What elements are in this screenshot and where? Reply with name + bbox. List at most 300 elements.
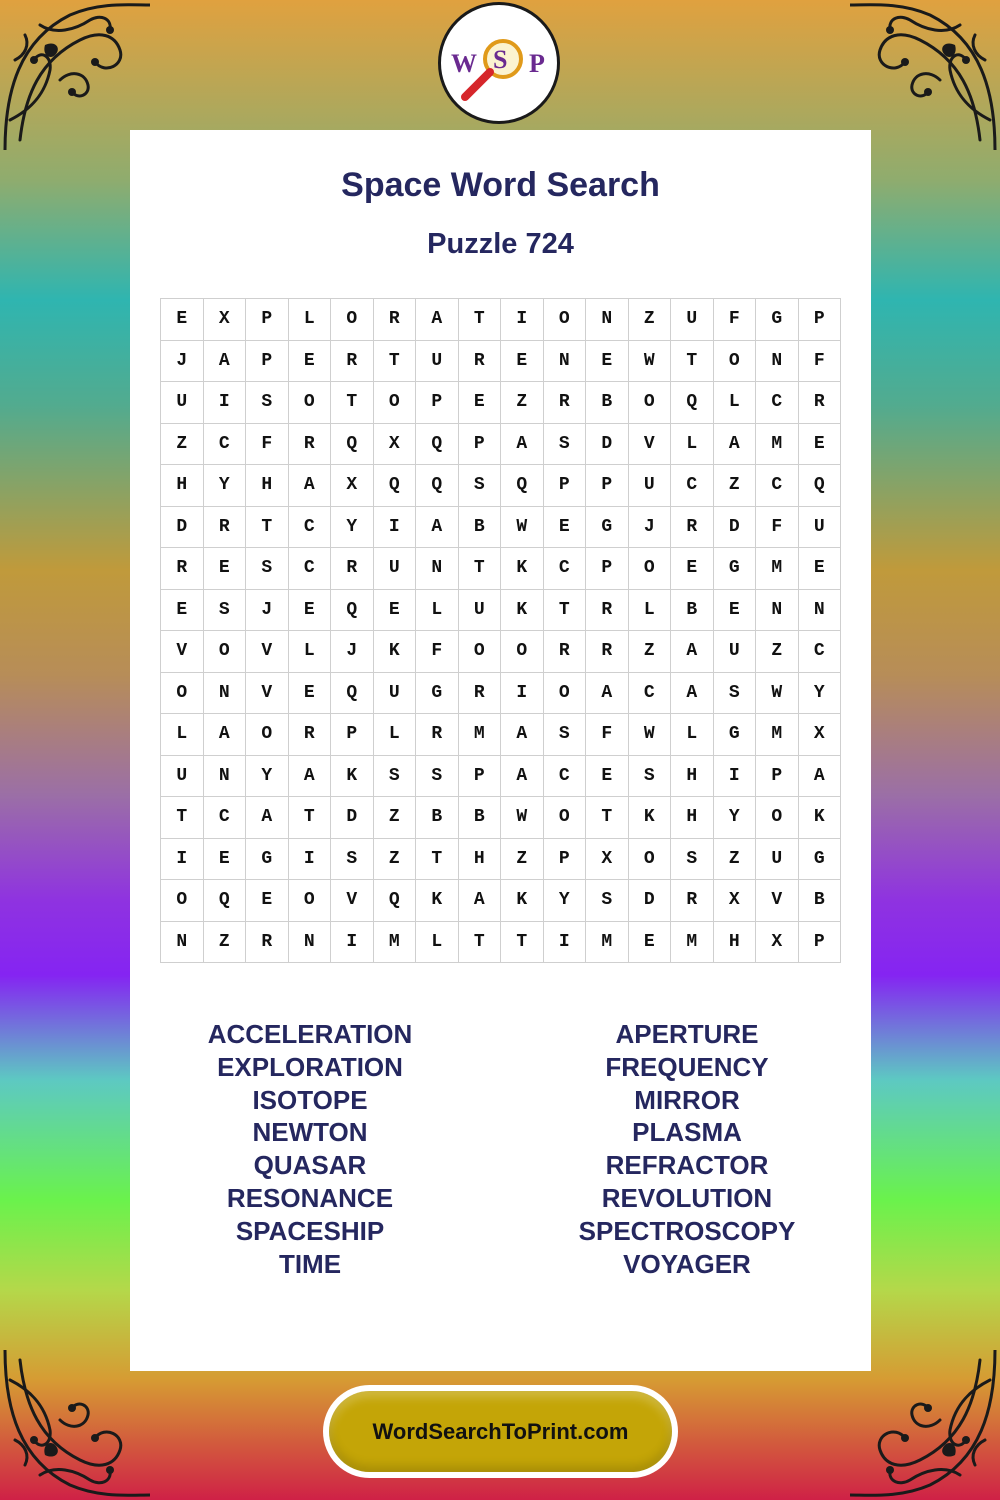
grid-cell[interactable]: G	[586, 506, 629, 548]
word-list-item: RESONANCE	[226, 1182, 394, 1213]
word-list-left	[130, 1018, 490, 1280]
grid-cell[interactable]: P	[246, 340, 289, 382]
grid-cell[interactable]: L	[288, 299, 331, 341]
word-list-right	[507, 1018, 867, 1280]
grid-row	[161, 672, 841, 714]
grid-cell[interactable]: Y	[713, 797, 756, 839]
grid-cell[interactable]: J	[331, 631, 374, 673]
grid-cell[interactable]: R	[671, 880, 714, 922]
grid-cell[interactable]: N	[288, 921, 331, 963]
grid-cell[interactable]: A	[671, 631, 714, 673]
grid-cell[interactable]: I	[203, 382, 246, 424]
grid-cell[interactable]: Z	[713, 465, 756, 507]
grid-cell[interactable]: S	[628, 755, 671, 797]
grid-cell[interactable]: J	[161, 340, 204, 382]
corner-ornament-top-right	[850, 0, 1000, 150]
grid-cell[interactable]: Z	[373, 838, 416, 880]
grid-cell[interactable]: U	[416, 340, 459, 382]
grid-cell[interactable]: C	[798, 631, 841, 673]
grid-cell[interactable]: V	[246, 631, 289, 673]
word-list-item: MIRROR	[634, 1084, 740, 1115]
grid-cell[interactable]: V	[246, 672, 289, 714]
grid-cell[interactable]: B	[458, 797, 501, 839]
grid-cell[interactable]: H	[713, 921, 756, 963]
grid-cell[interactable]: W	[756, 672, 799, 714]
grid-cell[interactable]: T	[331, 382, 374, 424]
grid-cell[interactable]: E	[288, 589, 331, 631]
grid-cell[interactable]: E	[586, 340, 629, 382]
grid-cell[interactable]: D	[713, 506, 756, 548]
grid-cell[interactable]: G	[246, 838, 289, 880]
grid-cell[interactable]: T	[671, 340, 714, 382]
grid-cell[interactable]: E	[628, 921, 671, 963]
grid-cell[interactable]: Q	[203, 880, 246, 922]
grid-cell[interactable]: E	[543, 506, 586, 548]
grid-cell[interactable]: U	[161, 755, 204, 797]
grid-cell[interactable]: N	[161, 921, 204, 963]
grid-cell[interactable]: E	[288, 340, 331, 382]
grid-cell[interactable]: A	[416, 506, 459, 548]
grid-cell[interactable]: H	[671, 797, 714, 839]
grid-cell[interactable]: M	[373, 921, 416, 963]
grid-cell[interactable]: X	[203, 299, 246, 341]
grid-cell[interactable]: R	[586, 589, 629, 631]
grid-cell[interactable]: O	[543, 797, 586, 839]
grid-cell[interactable]: S	[543, 714, 586, 756]
grid-cell[interactable]: Q	[373, 465, 416, 507]
grid-cell[interactable]: Z	[501, 382, 544, 424]
grid-cell[interactable]: C	[756, 382, 799, 424]
grid-cell[interactable]: T	[161, 797, 204, 839]
grid-cell[interactable]: O	[628, 838, 671, 880]
grid-row	[161, 506, 841, 548]
grid-cell[interactable]: C	[671, 465, 714, 507]
grid-cell[interactable]: O	[756, 797, 799, 839]
grid-cell[interactable]: A	[203, 340, 246, 382]
grid-cell[interactable]: O	[246, 714, 289, 756]
grid-cell[interactable]: S	[331, 838, 374, 880]
grid-cell[interactable]: B	[416, 797, 459, 839]
puzzle-number: Puzzle 724	[427, 228, 574, 260]
grid-cell[interactable]: F	[246, 423, 289, 465]
footer-badge	[323, 1385, 678, 1478]
grid-row	[161, 382, 841, 424]
flourish-icon	[850, 1350, 1000, 1500]
corner-ornament-top-left	[0, 0, 150, 150]
website-link[interactable]: WordSearchToPrint.com	[372, 1418, 629, 1444]
word-list-item: VOYAGER	[623, 1248, 751, 1279]
grid-cell[interactable]: N	[586, 299, 629, 341]
grid-cell[interactable]: N	[543, 340, 586, 382]
grid-cell[interactable]: O	[288, 382, 331, 424]
grid-cell[interactable]: F	[713, 299, 756, 341]
grid-cell[interactable]: P	[416, 382, 459, 424]
grid-cell[interactable]: W	[628, 714, 671, 756]
grid-cell[interactable]: H	[671, 755, 714, 797]
grid-cell[interactable]: I	[288, 838, 331, 880]
grid-cell[interactable]: P	[458, 755, 501, 797]
grid-cell[interactable]: G	[713, 548, 756, 590]
grid-cell[interactable]: Y	[203, 465, 246, 507]
grid-cell[interactable]: V	[628, 423, 671, 465]
grid-cell[interactable]: X	[756, 921, 799, 963]
grid-cell[interactable]: K	[331, 755, 374, 797]
grid-cell[interactable]: O	[713, 340, 756, 382]
grid-cell[interactable]: F	[798, 340, 841, 382]
grid-cell[interactable]: I	[713, 755, 756, 797]
grid-cell[interactable]: U	[798, 506, 841, 548]
grid-cell[interactable]: C	[203, 797, 246, 839]
grid-cell[interactable]: U	[373, 672, 416, 714]
grid-cell[interactable]: I	[501, 299, 544, 341]
grid-cell[interactable]: S	[203, 589, 246, 631]
grid-cell[interactable]: P	[756, 755, 799, 797]
corner-ornament-bottom-left	[0, 1350, 150, 1500]
grid-cell[interactable]: L	[671, 423, 714, 465]
grid-cell[interactable]: A	[288, 755, 331, 797]
grid-cell[interactable]: R	[373, 299, 416, 341]
grid-cell[interactable]: T	[246, 506, 289, 548]
grid-cell[interactable]: D	[586, 423, 629, 465]
grid-cell[interactable]: U	[373, 548, 416, 590]
grid-cell[interactable]: Z	[501, 838, 544, 880]
grid-cell[interactable]: N	[798, 589, 841, 631]
grid-cell[interactable]: Z	[628, 631, 671, 673]
grid-cell[interactable]: I	[373, 506, 416, 548]
grid-cell[interactable]: K	[416, 880, 459, 922]
grid-cell[interactable]: Q	[331, 423, 374, 465]
grid-cell[interactable]: E	[798, 548, 841, 590]
grid-cell[interactable]: C	[543, 755, 586, 797]
grid-cell[interactable]: A	[246, 797, 289, 839]
grid-cell[interactable]: A	[713, 423, 756, 465]
grid-cell[interactable]: C	[288, 506, 331, 548]
grid-cell[interactable]: N	[416, 548, 459, 590]
grid-cell[interactable]: L	[288, 631, 331, 673]
grid-cell[interactable]: L	[628, 589, 671, 631]
grid-cell[interactable]: U	[628, 465, 671, 507]
grid-cell[interactable]: J	[628, 506, 671, 548]
grid-cell[interactable]: S	[671, 838, 714, 880]
grid-cell[interactable]: B	[586, 382, 629, 424]
grid-cell[interactable]: F	[416, 631, 459, 673]
grid-cell[interactable]: F	[586, 714, 629, 756]
grid-cell[interactable]: O	[628, 382, 671, 424]
grid-cell[interactable]: Y	[543, 880, 586, 922]
grid-cell[interactable]: O	[458, 631, 501, 673]
grid-cell[interactable]: Q	[671, 382, 714, 424]
word-list-item: ACCELERATION	[207, 1019, 413, 1049]
grid-cell[interactable]: E	[713, 589, 756, 631]
grid-cell[interactable]: L	[373, 714, 416, 756]
grid-cell[interactable]: U	[756, 838, 799, 880]
grid-cell[interactable]: I	[331, 921, 374, 963]
grid-cell[interactable]: I	[501, 672, 544, 714]
grid-cell[interactable]: M	[756, 423, 799, 465]
grid-cell[interactable]: J	[246, 589, 289, 631]
grid-cell[interactable]: P	[586, 548, 629, 590]
grid-cell[interactable]: V	[756, 880, 799, 922]
grid-cell[interactable]: A	[501, 714, 544, 756]
word-list-item: EXPLORATION	[217, 1051, 403, 1082]
grid-cell[interactable]: Y	[246, 755, 289, 797]
grid-cell[interactable]: R	[331, 340, 374, 382]
grid-cell[interactable]: R	[288, 423, 331, 465]
grid-cell[interactable]: L	[671, 714, 714, 756]
grid-cell[interactable]: T	[416, 838, 459, 880]
grid-cell[interactable]: P	[543, 838, 586, 880]
flourish-icon	[0, 1350, 150, 1500]
grid-cell[interactable]: F	[756, 506, 799, 548]
grid-cell[interactable]: O	[628, 548, 671, 590]
grid-cell[interactable]: S	[586, 880, 629, 922]
grid-cell[interactable]: O	[203, 631, 246, 673]
grid-cell[interactable]: T	[288, 797, 331, 839]
grid-cell[interactable]: Q	[331, 672, 374, 714]
grid-cell[interactable]: P	[458, 423, 501, 465]
grid-cell[interactable]: R	[671, 506, 714, 548]
grid-cell[interactable]: P	[586, 465, 629, 507]
grid-cell[interactable]: N	[203, 672, 246, 714]
grid-row	[161, 838, 841, 880]
grid-cell[interactable]: V	[331, 880, 374, 922]
grid-cell[interactable]: S	[458, 465, 501, 507]
word-list-item: PLASMA	[632, 1117, 742, 1148]
grid-cell[interactable]: E	[203, 838, 246, 880]
grid-cell[interactable]: C	[203, 423, 246, 465]
grid-cell[interactable]: S	[246, 382, 289, 424]
site-logo[interactable]	[438, 2, 560, 124]
grid-cell[interactable]: R	[288, 714, 331, 756]
grid-cell[interactable]: O	[331, 299, 374, 341]
grid-cell[interactable]: D	[628, 880, 671, 922]
grid-cell[interactable]: A	[671, 672, 714, 714]
grid-cell[interactable]: T	[501, 921, 544, 963]
grid-cell[interactable]: A	[586, 672, 629, 714]
grid-cell[interactable]: R	[203, 506, 246, 548]
grid-cell[interactable]: P	[246, 299, 289, 341]
grid-cell[interactable]: K	[628, 797, 671, 839]
grid-cell[interactable]: E	[161, 299, 204, 341]
grid-cell[interactable]: O	[373, 382, 416, 424]
grid-cell[interactable]: R	[798, 382, 841, 424]
grid-cell[interactable]: N	[203, 755, 246, 797]
grid-cell[interactable]: T	[586, 797, 629, 839]
grid-cell[interactable]: S	[713, 672, 756, 714]
grid-cell[interactable]: M	[586, 921, 629, 963]
grid-cell[interactable]: X	[586, 838, 629, 880]
grid-cell[interactable]: K	[798, 797, 841, 839]
grid-cell[interactable]: L	[161, 714, 204, 756]
grid-row	[161, 631, 841, 673]
grid-cell[interactable]: P	[798, 921, 841, 963]
word-list-item: REVOLUTION	[601, 1182, 773, 1213]
grid-cell[interactable]: P	[798, 299, 841, 341]
grid-cell[interactable]: G	[416, 672, 459, 714]
letter-grid	[160, 298, 841, 963]
grid-cell[interactable]: E	[161, 589, 204, 631]
grid-cell[interactable]: H	[458, 838, 501, 880]
grid-cell[interactable]: S	[373, 755, 416, 797]
grid-cell[interactable]: R	[331, 548, 374, 590]
grid-row	[161, 465, 841, 507]
grid-cell[interactable]: B	[458, 506, 501, 548]
grid-cell[interactable]: T	[458, 921, 501, 963]
page-title: Space Word Search	[341, 166, 660, 204]
logo-letter-p: P	[529, 49, 545, 78]
grid-cell[interactable]: U	[713, 631, 756, 673]
grid-cell[interactable]: O	[543, 672, 586, 714]
grid-cell[interactable]: R	[458, 340, 501, 382]
grid-cell[interactable]: I	[161, 838, 204, 880]
grid-cell[interactable]: Q	[373, 880, 416, 922]
grid-cell[interactable]: Z	[161, 423, 204, 465]
grid-cell[interactable]: E	[586, 755, 629, 797]
grid-cell[interactable]: O	[543, 299, 586, 341]
grid-cell[interactable]: R	[161, 548, 204, 590]
grid-cell[interactable]: Q	[501, 465, 544, 507]
grid-cell[interactable]: G	[713, 714, 756, 756]
grid-cell[interactable]: N	[756, 340, 799, 382]
grid-cell[interactable]: O	[501, 631, 544, 673]
grid-row	[161, 423, 841, 465]
grid-cell[interactable]: A	[203, 714, 246, 756]
grid-cell[interactable]: Z	[628, 299, 671, 341]
grid-cell[interactable]: E	[671, 548, 714, 590]
grid-cell[interactable]: G	[798, 838, 841, 880]
grid-cell[interactable]: P	[331, 714, 374, 756]
grid-cell[interactable]: E	[288, 672, 331, 714]
grid-cell[interactable]: Q	[416, 465, 459, 507]
grid-cell[interactable]: L	[416, 921, 459, 963]
grid-cell[interactable]: A	[288, 465, 331, 507]
grid-cell[interactable]: E	[458, 382, 501, 424]
grid-cell[interactable]: M	[756, 714, 799, 756]
word-list-item: APERTURE	[615, 1019, 759, 1049]
logo-letter-w: W	[451, 49, 477, 78]
grid-cell[interactable]: W	[501, 797, 544, 839]
grid-cell[interactable]: K	[501, 880, 544, 922]
grid-row	[161, 589, 841, 631]
grid-cell[interactable]: Q	[798, 465, 841, 507]
grid-row	[161, 755, 841, 797]
grid-cell[interactable]: W	[501, 506, 544, 548]
word-list-item: TIME	[278, 1248, 342, 1279]
grid-cell[interactable]: X	[798, 714, 841, 756]
grid-cell[interactable]: S	[246, 548, 289, 590]
grid-cell[interactable]: Z	[373, 797, 416, 839]
grid-cell[interactable]: Q	[416, 423, 459, 465]
grid-cell[interactable]: Z	[713, 838, 756, 880]
grid-cell[interactable]: W	[628, 340, 671, 382]
grid-cell[interactable]: Q	[331, 589, 374, 631]
grid-cell[interactable]: D	[161, 506, 204, 548]
grid-cell[interactable]: A	[416, 299, 459, 341]
grid-cell[interactable]: U	[458, 589, 501, 631]
word-list-item: QUASAR	[253, 1150, 367, 1181]
grid-cell[interactable]: O	[161, 880, 204, 922]
grid-cell[interactable]: R	[246, 921, 289, 963]
grid-cell[interactable]: P	[543, 465, 586, 507]
grid-cell[interactable]: A	[501, 423, 544, 465]
grid-cell[interactable]: A	[798, 755, 841, 797]
grid-cell[interactable]: Z	[756, 631, 799, 673]
grid-cell[interactable]: G	[756, 299, 799, 341]
grid-cell[interactable]: E	[203, 548, 246, 590]
grid-cell[interactable]: M	[756, 548, 799, 590]
grid-cell[interactable]: K	[501, 548, 544, 590]
grid-cell[interactable]: H	[161, 465, 204, 507]
grid-cell[interactable]: B	[671, 589, 714, 631]
grid-cell[interactable]: O	[288, 880, 331, 922]
grid-cell[interactable]: B	[798, 880, 841, 922]
grid-cell[interactable]: A	[501, 755, 544, 797]
grid-cell[interactable]: M	[458, 714, 501, 756]
grid-row	[161, 340, 841, 382]
grid-cell[interactable]: R	[586, 631, 629, 673]
grid-cell[interactable]: E	[501, 340, 544, 382]
grid-cell[interactable]: C	[288, 548, 331, 590]
grid-cell[interactable]: X	[373, 423, 416, 465]
grid-cell[interactable]: I	[543, 921, 586, 963]
word-list-item: ISOTOPE	[252, 1084, 368, 1115]
website-button[interactable]	[329, 1391, 672, 1472]
grid-row	[161, 299, 841, 341]
grid-cell[interactable]: U	[671, 299, 714, 341]
grid-cell[interactable]: E	[798, 423, 841, 465]
grid-cell[interactable]: D	[331, 797, 374, 839]
puzzle-sheet	[130, 130, 871, 1371]
grid-cell[interactable]: C	[543, 548, 586, 590]
grid-cell[interactable]: V	[161, 631, 204, 673]
grid-cell[interactable]: E	[246, 880, 289, 922]
flourish-icon	[850, 0, 1000, 150]
grid-row	[161, 880, 841, 922]
grid-cell[interactable]: T	[543, 589, 586, 631]
grid-cell[interactable]: R	[543, 382, 586, 424]
grid-cell[interactable]: C	[628, 672, 671, 714]
grid-cell[interactable]: R	[543, 631, 586, 673]
grid-cell[interactable]: E	[373, 589, 416, 631]
grid-cell[interactable]: C	[756, 465, 799, 507]
grid-cell[interactable]: R	[458, 672, 501, 714]
grid-cell[interactable]: T	[373, 340, 416, 382]
grid-cell[interactable]: Y	[331, 506, 374, 548]
grid-cell[interactable]: X	[331, 465, 374, 507]
grid-cell[interactable]: T	[458, 299, 501, 341]
grid-cell[interactable]: U	[161, 382, 204, 424]
word-list-item: NEWTON	[252, 1117, 368, 1148]
word-list-item: FREQUENCY	[605, 1051, 769, 1082]
grid-cell[interactable]: K	[373, 631, 416, 673]
grid-cell[interactable]: Z	[203, 921, 246, 963]
grid-cell[interactable]: L	[713, 382, 756, 424]
grid-cell[interactable]: O	[161, 672, 204, 714]
flourish-icon	[0, 0, 150, 150]
grid-cell[interactable]: X	[713, 880, 756, 922]
grid-cell[interactable]: N	[756, 589, 799, 631]
grid-cell[interactable]: Y	[798, 672, 841, 714]
grid-cell[interactable]: S	[416, 755, 459, 797]
grid-cell[interactable]: A	[458, 880, 501, 922]
grid-cell[interactable]: M	[671, 921, 714, 963]
grid-cell[interactable]: R	[416, 714, 459, 756]
grid-cell[interactable]: K	[501, 589, 544, 631]
grid-cell[interactable]: S	[543, 423, 586, 465]
grid-cell[interactable]: H	[246, 465, 289, 507]
grid-cell[interactable]: L	[416, 589, 459, 631]
grid-cell[interactable]: T	[458, 548, 501, 590]
